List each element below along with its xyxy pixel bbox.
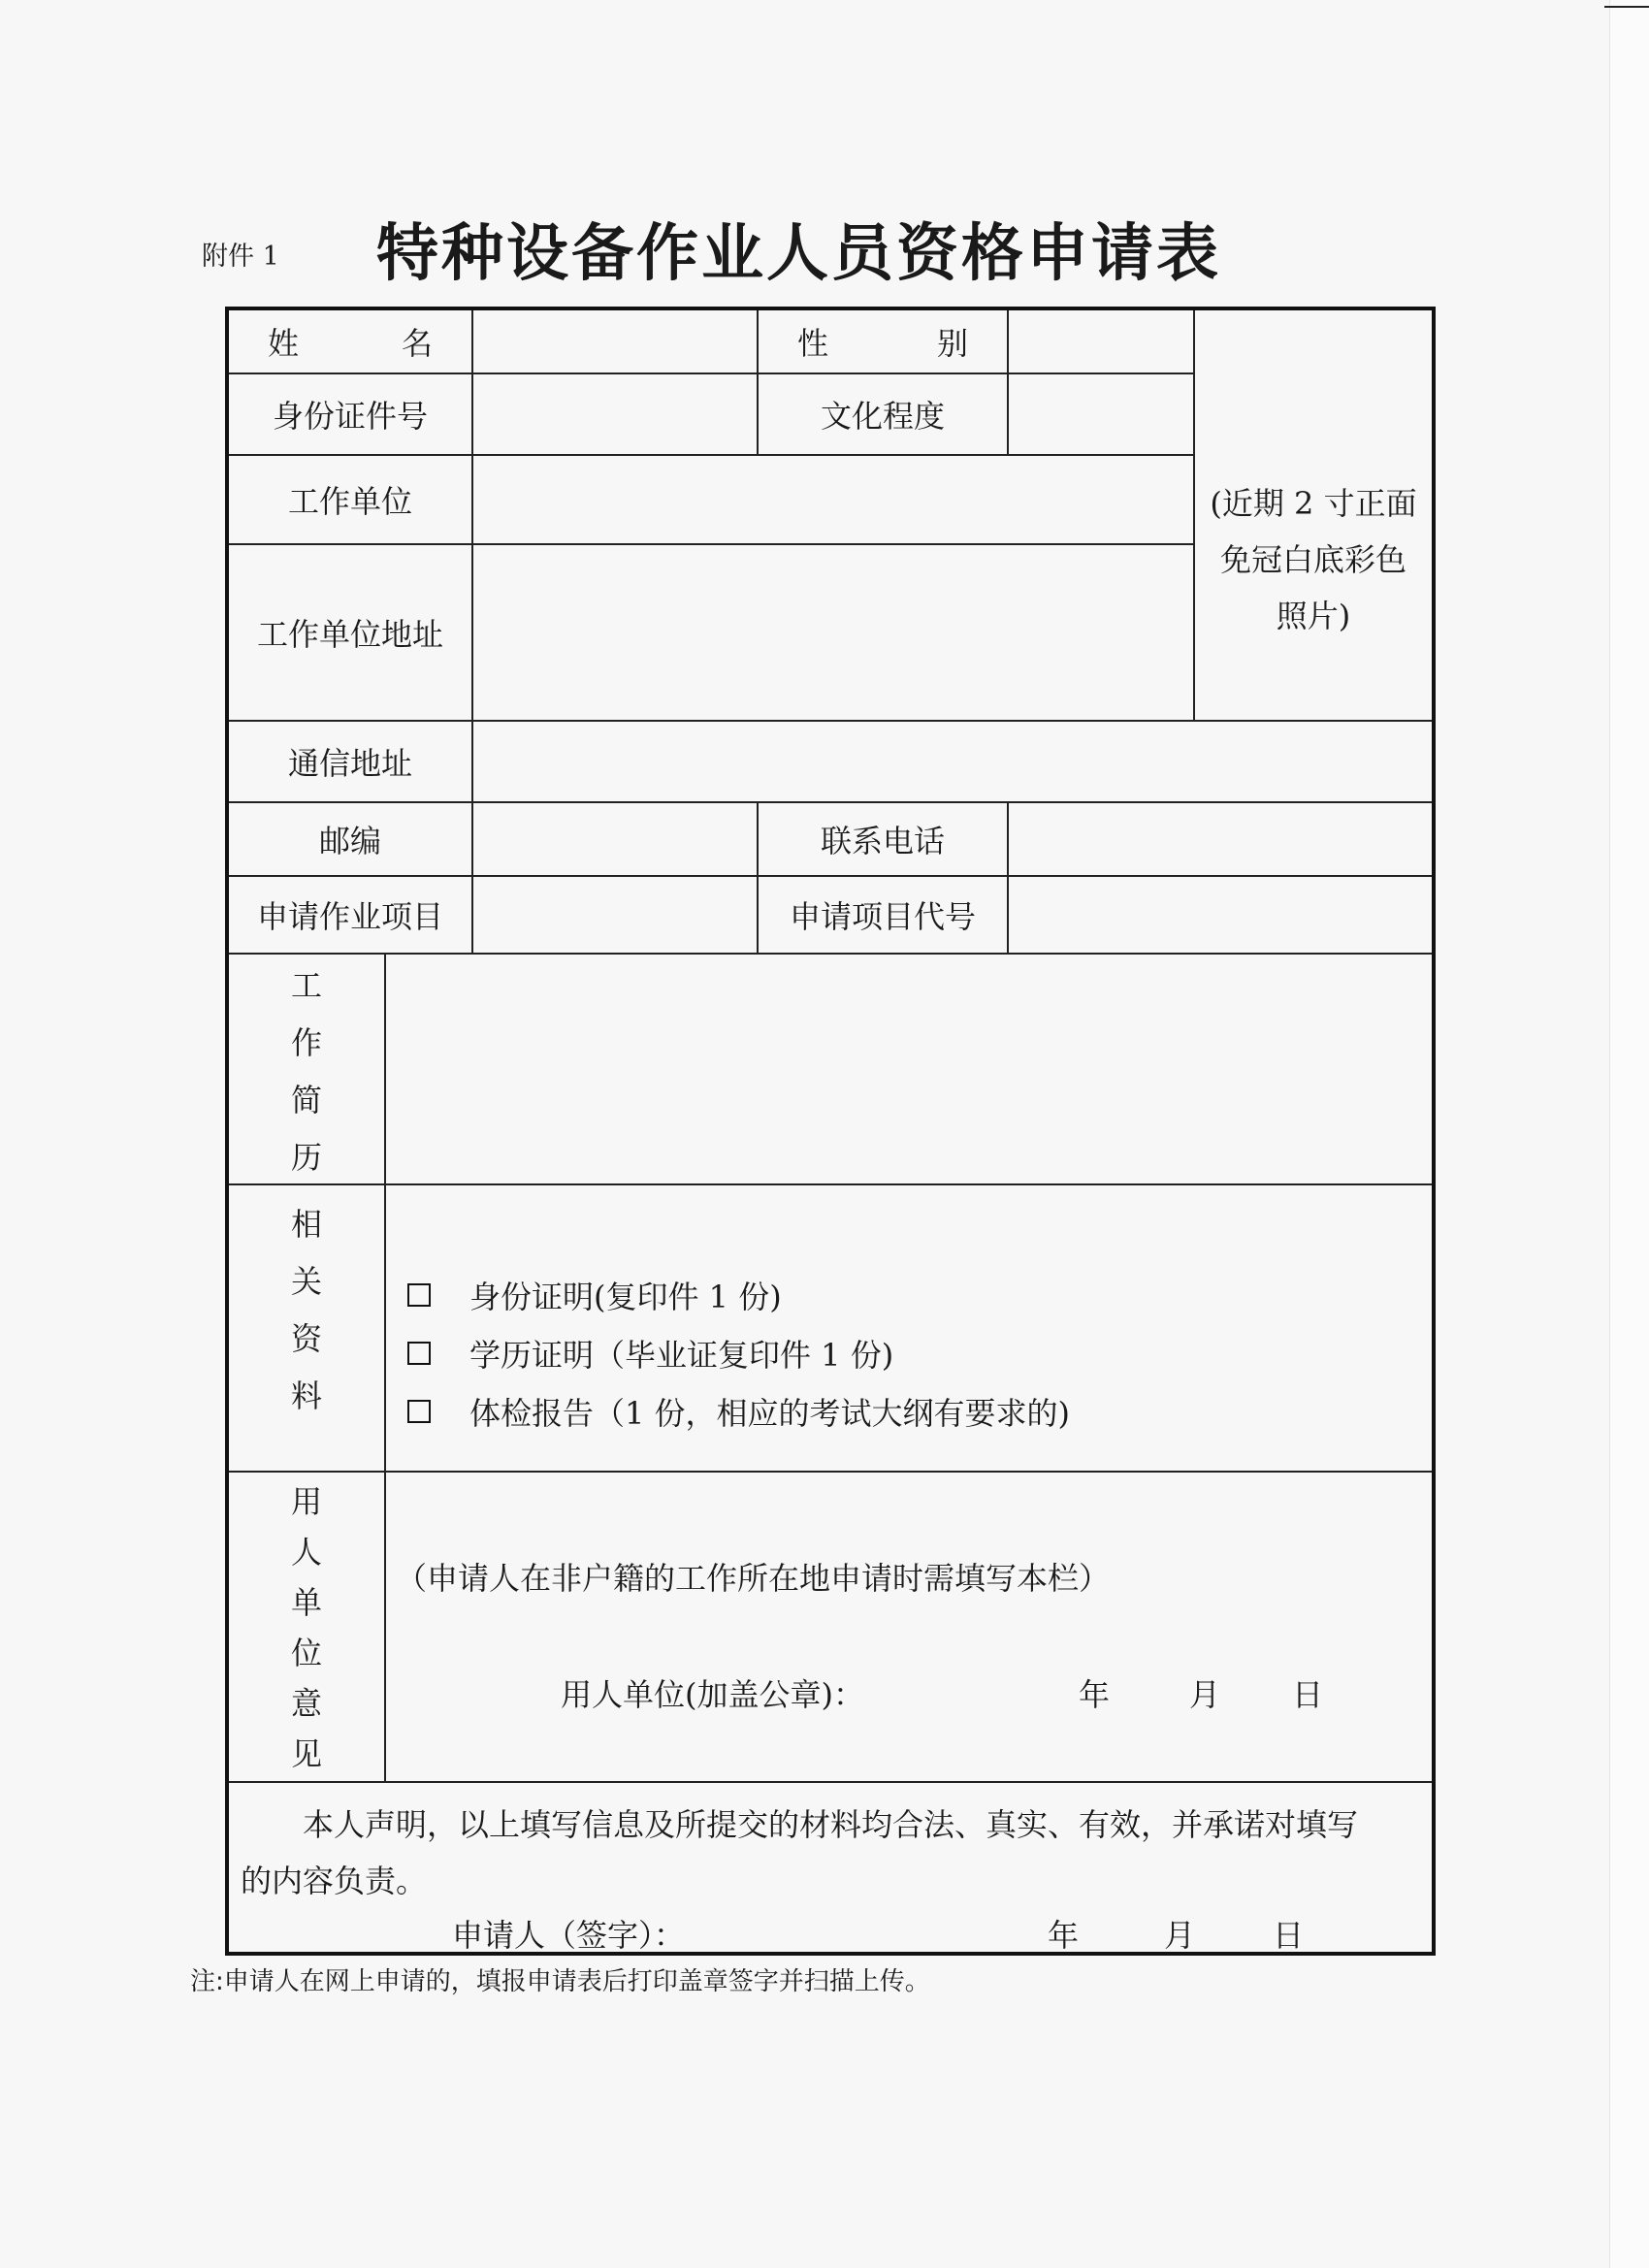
- name-label: 姓 名: [268, 325, 433, 362]
- row-line: [229, 953, 1432, 955]
- phone-label: 联系电话: [820, 823, 945, 859]
- project-code-label: 申请项目代号: [789, 898, 976, 935]
- footnote: 注:申请人在网上申请的，填报申请表后打印盖章签字并扫描上传。: [190, 1967, 930, 1996]
- checkbox[interactable]: [407, 1283, 431, 1307]
- attachment-label: 附件 1: [202, 242, 279, 272]
- checkbox[interactable]: [407, 1400, 431, 1423]
- row-line: [229, 1781, 1432, 1783]
- col-line: [471, 310, 473, 953]
- application-form: [225, 307, 1436, 1956]
- col-line: [1007, 310, 1009, 454]
- declaration-line-1: 本人声明，以上填写信息及所提交的材料均合法、真实、有效，并承诺对填写: [303, 1806, 1359, 1843]
- declaration-line-2: 的内容负责。: [241, 1863, 428, 1899]
- col-line: [384, 953, 386, 1781]
- material-item: 学历证明（毕业证复印件 1 份): [407, 1331, 893, 1376]
- checkbox[interactable]: [407, 1342, 431, 1365]
- material-item: 体检报告（1 份，相应的考试大纲有要求的): [407, 1389, 1070, 1434]
- mailing-address-label: 通信地址: [287, 745, 412, 782]
- employer-date-month: 月: [1189, 1676, 1221, 1713]
- education-label: 文化程度: [820, 398, 945, 435]
- employer-opinion-label: 用 人 单 位 意 见: [290, 1483, 322, 1772]
- row-line: [229, 1183, 1432, 1185]
- employer-address-label: 工作单位地址: [256, 616, 443, 653]
- id-number-label: 身份证件号: [272, 398, 428, 435]
- materials-label: 相 关 资 料: [290, 1205, 322, 1414]
- edge-mark: [1604, 6, 1649, 8]
- declaration-date-day: 日: [1273, 1917, 1305, 1954]
- signature-label: 申请人（签字）：: [452, 1917, 686, 1954]
- declaration-date-month: 月: [1164, 1917, 1196, 1954]
- employer-date-year: 年: [1079, 1676, 1111, 1713]
- work-history-label: 工 作 简 历: [290, 966, 322, 1176]
- gender-label: 性 别: [797, 325, 968, 362]
- photo-placeholder: (近期 2 寸正面 免冠白底彩色 照片): [1210, 485, 1417, 634]
- employer-stamp-label: 用人单位(加盖公章)：: [561, 1676, 864, 1713]
- col-line: [1007, 801, 1009, 953]
- project-label: 申请作业项目: [256, 898, 443, 935]
- employer-instruction: （申请人在非户籍的工作所在地申请时需填写本栏）: [396, 1560, 1111, 1597]
- employer-date-day: 日: [1292, 1676, 1324, 1713]
- employer-label: 工作单位: [287, 483, 412, 520]
- page-right-edge: [1609, 0, 1649, 2268]
- form-title: 特种设备作业人员资格申请表: [376, 218, 1221, 290]
- material-item: 身份证明(复印件 1 份): [407, 1273, 782, 1317]
- postcode-label: 邮编: [318, 823, 381, 859]
- declaration-date-year: 年: [1048, 1917, 1080, 1954]
- row-line: [229, 1471, 1432, 1473]
